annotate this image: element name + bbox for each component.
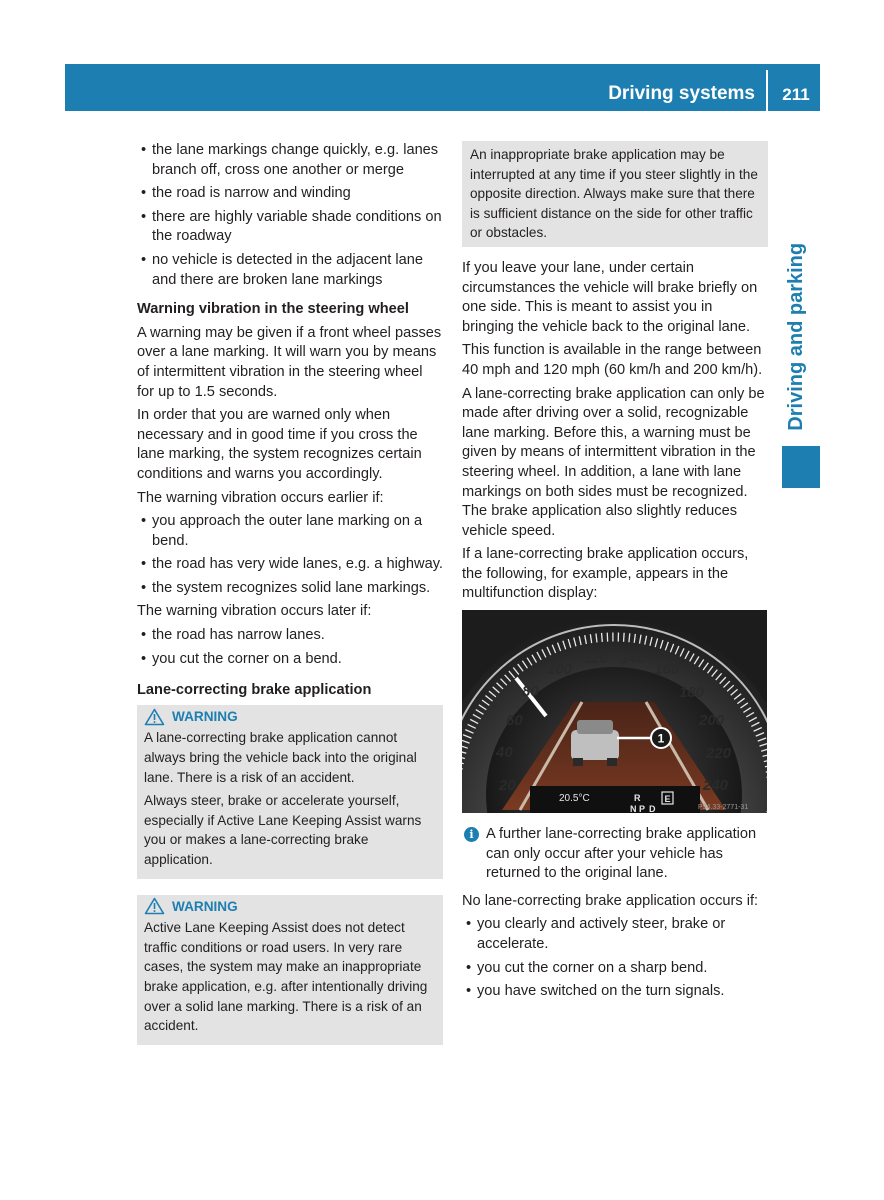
list-item: • no vehicle is detected in the adjacent lane and there are broken lane markings xyxy=(137,251,443,290)
list-item: • you approach the outer lane marking on a bend. xyxy=(137,512,443,551)
speed-label: 20 xyxy=(499,777,516,795)
warning-box xyxy=(137,895,443,1045)
header-divider xyxy=(766,70,768,111)
list-item: • there are highly variable shade conditions on the roadway xyxy=(137,208,443,247)
list-item: • the lane markings change quickly, e.g. lanes branch off, cross one another or merge xyxy=(137,141,443,180)
gear-d: D xyxy=(649,804,656,814)
speed-label: 200 xyxy=(699,712,725,730)
info-text: A further lane-correcting brake application can only occur after your vehicle has returned to the original lane. xyxy=(486,826,757,882)
warning-text: Always steer, brake or accelerate yourself, especially if Active Lane Keeping Assist warns you or makes a lane-correcting brake application. xyxy=(144,793,422,867)
gear-n: N xyxy=(630,804,637,814)
speed-label: 240 xyxy=(703,777,729,795)
warning-label: WARNING xyxy=(172,708,238,724)
list-item: • you clearly and actively steer, brake or accelerate. xyxy=(462,915,768,954)
gear-r: R xyxy=(634,793,641,804)
list-item: • you cut the corner on a bend. xyxy=(137,650,443,670)
info-note xyxy=(462,825,768,884)
paragraph: The warning vibration occurs later if: xyxy=(137,603,372,620)
warning-text: Active Lane Keeping Assist does not detect traffic conditions or road users. In very rare cases, the system may make an inappropriate brake application, e.g. after intentionally driving over a solid lane marking. There is a risk of an accident. xyxy=(144,920,428,1034)
speed-label: 60 xyxy=(506,712,523,730)
page-number: 211 xyxy=(782,85,810,104)
paragraph: If a lane-correcting brake application occurs, the following, for example, appears in the multifunction display: xyxy=(462,546,749,602)
earlier-list xyxy=(137,512,443,598)
vehicle-icon xyxy=(571,720,619,766)
speed-label: 180 xyxy=(679,684,705,702)
side-tab-text: Driving and parking xyxy=(785,243,808,431)
speed-label: 220 xyxy=(706,745,732,763)
warning-triangle-icon xyxy=(144,708,165,726)
multifunction-display-illustration xyxy=(462,610,767,813)
eco-indicator: E xyxy=(664,794,671,805)
speed-label: 120 xyxy=(583,650,609,668)
speed-label: 160 xyxy=(654,661,680,679)
warning-header xyxy=(144,707,436,727)
info-icon: i xyxy=(464,827,479,842)
section-title: Driving systems xyxy=(608,83,755,104)
side-tab-marker xyxy=(782,446,820,488)
paragraph: In order that you are warned only when necessary and in good time if you cross the lane marking, the system recognizes certain conditions and warns you accordingly. xyxy=(137,407,422,482)
list-item: • you have switched on the turn signals. xyxy=(462,982,768,1002)
speed-label: 80 xyxy=(522,683,539,701)
paragraph: No lane-correcting brake application occurs if: xyxy=(462,892,759,909)
paragraph: The warning vibration occurs earlier if: xyxy=(137,489,384,506)
list-item: • the road has very wide lanes, e.g. a highway. xyxy=(137,555,443,575)
paragraph: This function is available in the range between 40 mph and 120 mph (60 km/h and 200 km/h). xyxy=(462,342,763,378)
list-item: • the road is narrow and winding xyxy=(137,184,443,204)
exception-list xyxy=(462,915,768,1001)
note-text: An inappropriate brake application may be interrupted at any time if you steer slightly in the opposite direction. Always make sure that there is sufficient distance on the side for other traffic or obstacles. xyxy=(470,147,758,241)
callout-marker xyxy=(651,728,671,748)
warning-triangle-icon xyxy=(144,897,165,915)
callout-number: 1 xyxy=(657,731,665,746)
speed-label: 100 xyxy=(547,661,573,679)
warning-header xyxy=(144,897,436,917)
list-item: • the road has narrow lanes. xyxy=(137,626,443,646)
heading-brake-application: Lane-correcting brake application xyxy=(137,682,372,699)
speed-label: 40 xyxy=(496,744,513,762)
list-item: • the system recognizes solid lane markings. xyxy=(137,579,443,599)
speed-label: 140 xyxy=(620,650,646,668)
image-code: P54.33-2771-31 xyxy=(698,804,749,812)
heading-warning-vibration: Warning vibration in the steering wheel xyxy=(137,301,409,318)
header-bar xyxy=(65,64,820,111)
condition-list xyxy=(137,141,443,290)
later-list xyxy=(137,626,443,669)
side-tab-label xyxy=(778,236,816,438)
gear-p: P xyxy=(639,804,646,814)
list-item: • you cut the corner on a sharp bend. xyxy=(462,959,768,979)
warning-text: A lane-correcting brake application cannot always bring the vehicle back into the original lane. There is a risk of an accident. xyxy=(144,730,417,785)
temperature-readout: 20.5°C xyxy=(559,793,590,805)
warning-label: WARNING xyxy=(172,898,238,914)
warning-box xyxy=(137,705,443,879)
note-box xyxy=(462,141,768,247)
paragraph: A lane-correcting brake application can only be made after driving over a solid, recognizable lane marking. Before this, a warning must be given by means of intermittent vibration in the steering wheel. In addition, a lane with lane markings on both sides must be recognized. The brake application also slightly reduces vehicle speed. xyxy=(462,385,765,539)
right-column xyxy=(462,141,768,1006)
paragraph: A warning may be given if a front wheel passes over a lane marking. It will warn you by means of intermittent vibration in the steering wheel for up to 1.5 seconds. xyxy=(137,324,442,400)
left-column xyxy=(137,141,443,1061)
paragraph: If you leave your lane, under certain circumstances the vehicle will brake briefly on one side. This is meant to assist you in bringing the vehicle back to the original lane. xyxy=(462,259,758,335)
